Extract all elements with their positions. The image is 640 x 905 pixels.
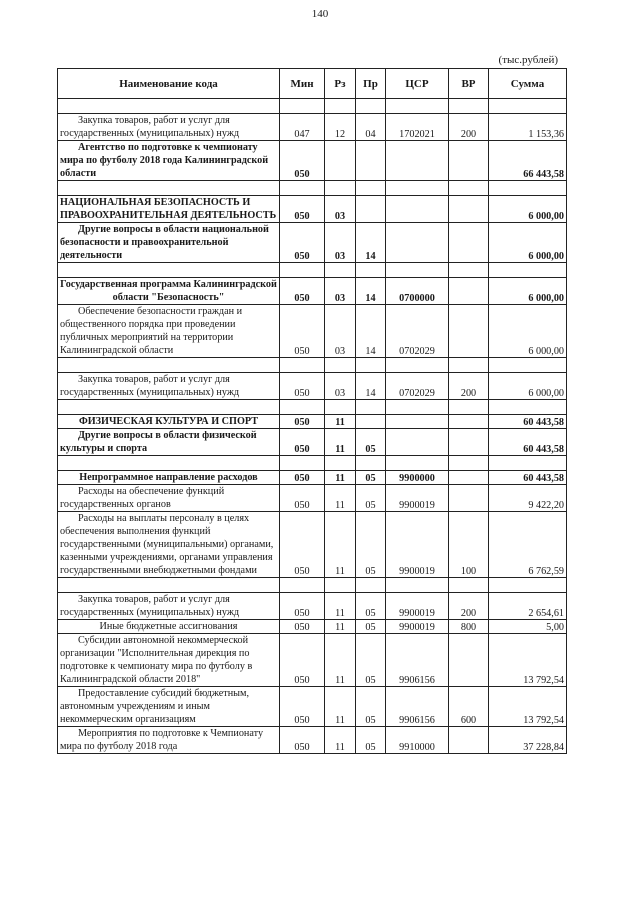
- row-name: Субсидии автономной некоммерческой организации "Исполнительная дирекция по подготовке к чемпионату мира по футболу в Калининградской области 2018": [58, 634, 280, 687]
- row-rz: 03: [325, 305, 356, 358]
- table-row: [58, 278, 567, 305]
- row-min: 050: [280, 373, 325, 400]
- row-pr: 05: [356, 471, 386, 485]
- row-vr: [449, 278, 489, 305]
- header-vr: ВР: [449, 69, 489, 99]
- row-vr: [449, 141, 489, 181]
- row-sum: 6 762,59: [489, 512, 567, 578]
- row-min: 050: [280, 278, 325, 305]
- row-csr: 9900000: [386, 471, 449, 485]
- row-pr: 05: [356, 593, 386, 620]
- row-pr: 05: [356, 512, 386, 578]
- row-pr: [356, 196, 386, 223]
- row-vr: [449, 305, 489, 358]
- row-min: 050: [280, 593, 325, 620]
- spacer-row: [58, 263, 567, 278]
- row-pr: 05: [356, 687, 386, 727]
- row-rz: [325, 141, 356, 181]
- row-pr: 04: [356, 114, 386, 141]
- row-rz: 03: [325, 196, 356, 223]
- row-rz: 03: [325, 223, 356, 263]
- row-min: 050: [280, 429, 325, 456]
- row-min: 050: [280, 415, 325, 429]
- row-csr: 9900019: [386, 620, 449, 634]
- table-row: [58, 485, 567, 512]
- row-sum: 37 228,84: [489, 727, 567, 754]
- spacer-row: [58, 456, 567, 471]
- row-sum: 60 443,58: [489, 415, 567, 429]
- row-sum: 9 422,20: [489, 485, 567, 512]
- row-sum: 6 000,00: [489, 196, 567, 223]
- header-min: Мин: [280, 69, 325, 99]
- row-sum: 66 443,58: [489, 141, 567, 181]
- row-sum: 6 000,00: [489, 373, 567, 400]
- spacer-row: [58, 400, 567, 415]
- row-name: Расходы на выплаты персоналу в целях обеспечения выполнения функций государственными (муниципальными) органами, казенными учреждениями, органами управления государственными внебюджетными фондами: [58, 512, 280, 578]
- table-row: [58, 634, 567, 687]
- table-row: [58, 471, 567, 485]
- table-row: [58, 727, 567, 754]
- spacer-row: [58, 181, 567, 196]
- row-pr: 05: [356, 429, 386, 456]
- row-vr: [449, 727, 489, 754]
- row-sum: 5,00: [489, 620, 567, 634]
- row-csr: [386, 141, 449, 181]
- row-rz: 03: [325, 373, 356, 400]
- row-rz: 11: [325, 415, 356, 429]
- row-min: 050: [280, 727, 325, 754]
- row-csr: [386, 429, 449, 456]
- row-name: Государственная программа Калининградской области "Безопасность": [58, 278, 280, 305]
- row-vr: [449, 471, 489, 485]
- header-csr: ЦСР: [386, 69, 449, 99]
- row-vr: 600: [449, 687, 489, 727]
- row-pr: 14: [356, 373, 386, 400]
- row-min: 050: [280, 223, 325, 263]
- row-vr: 200: [449, 114, 489, 141]
- row-pr: [356, 415, 386, 429]
- row-csr: 9900019: [386, 593, 449, 620]
- row-sum: 2 654,61: [489, 593, 567, 620]
- row-pr: 05: [356, 634, 386, 687]
- row-rz: 11: [325, 620, 356, 634]
- row-name: Мероприятия по подготовке к Чемпионату мира по футболу 2018 года: [58, 727, 280, 754]
- table-row: [58, 415, 567, 429]
- row-rz: 03: [325, 278, 356, 305]
- table-row: [58, 305, 567, 358]
- row-name: Закупка товаров, работ и услуг для государственных (муниципальных) нужд: [58, 373, 280, 400]
- row-csr: 9910000: [386, 727, 449, 754]
- row-name: Закупка товаров, работ и услуг для государственных (муниципальных) нужд: [58, 114, 280, 141]
- row-vr: [449, 634, 489, 687]
- row-min: 047: [280, 114, 325, 141]
- spacer-row: [58, 358, 567, 373]
- spacer-row: [58, 578, 567, 593]
- row-csr: [386, 415, 449, 429]
- row-name: Иные бюджетные ассигнования: [58, 620, 280, 634]
- row-sum: 60 443,58: [489, 471, 567, 485]
- row-min: 050: [280, 687, 325, 727]
- row-vr: 200: [449, 593, 489, 620]
- row-name: ФИЗИЧЕСКАЯ КУЛЬТУРА И СПОРТ: [58, 415, 280, 429]
- row-vr: 100: [449, 512, 489, 578]
- row-name: НАЦИОНАЛЬНАЯ БЕЗОПАСНОСТЬ И ПРАВООХРАНИТЕЛЬНАЯ ДЕЯТЕЛЬНОСТЬ: [58, 196, 280, 223]
- table-row: [58, 141, 567, 181]
- row-pr: 05: [356, 485, 386, 512]
- row-min: 050: [280, 485, 325, 512]
- row-sum: 1 153,36: [489, 114, 567, 141]
- row-sum: 6 000,00: [489, 223, 567, 263]
- row-min: 050: [280, 196, 325, 223]
- row-csr: 0702029: [386, 305, 449, 358]
- row-name: Непрограммное направление расходов: [58, 471, 280, 485]
- row-sum: 6 000,00: [489, 278, 567, 305]
- row-csr: 9906156: [386, 634, 449, 687]
- row-sum: 13 792,54: [489, 687, 567, 727]
- row-sum: 13 792,54: [489, 634, 567, 687]
- table-row: [58, 512, 567, 578]
- header-sum: Сумма: [489, 69, 567, 99]
- row-rz: 11: [325, 634, 356, 687]
- row-csr: 9900019: [386, 512, 449, 578]
- row-pr: 14: [356, 278, 386, 305]
- row-min: 050: [280, 305, 325, 358]
- row-pr: 14: [356, 223, 386, 263]
- row-csr: [386, 196, 449, 223]
- table-row: [58, 373, 567, 400]
- row-rz: 11: [325, 593, 356, 620]
- row-vr: 800: [449, 620, 489, 634]
- row-min: 050: [280, 634, 325, 687]
- header-pr: Пр: [356, 69, 386, 99]
- row-rz: 11: [325, 485, 356, 512]
- budget-table: [57, 68, 567, 754]
- row-pr: 14: [356, 305, 386, 358]
- row-vr: [449, 485, 489, 512]
- row-rz: 11: [325, 687, 356, 727]
- table-row: [58, 593, 567, 620]
- page-number: 140: [311, 8, 329, 20]
- row-rz: 12: [325, 114, 356, 141]
- row-vr: [449, 223, 489, 263]
- row-vr: [449, 429, 489, 456]
- row-sum: 6 000,00: [489, 305, 567, 358]
- row-rz: 11: [325, 471, 356, 485]
- table-row: [58, 429, 567, 456]
- row-csr: 1702021: [386, 114, 449, 141]
- row-csr: 0702029: [386, 373, 449, 400]
- row-sum: 60 443,58: [489, 429, 567, 456]
- row-csr: 9900019: [386, 485, 449, 512]
- row-pr: [356, 141, 386, 181]
- row-pr: 05: [356, 727, 386, 754]
- row-name: Другие вопросы в области физической культуры и спорта: [58, 429, 280, 456]
- table-row: [58, 196, 567, 223]
- row-min: 050: [280, 141, 325, 181]
- row-pr: 05: [356, 620, 386, 634]
- row-name: Другие вопросы в области национальной безопасности и правоохранительной деятельности: [58, 223, 280, 263]
- row-name: Расходы на обеспечение функций государственных органов: [58, 485, 280, 512]
- row-min: 050: [280, 512, 325, 578]
- row-rz: 11: [325, 727, 356, 754]
- row-name: Закупка товаров, работ и услуг для государственных (муниципальных) нужд: [58, 593, 280, 620]
- row-vr: 200: [449, 373, 489, 400]
- row-min: 050: [280, 620, 325, 634]
- header-name: Наименование кода: [58, 69, 280, 99]
- row-csr: 0700000: [386, 278, 449, 305]
- row-csr: 9906156: [386, 687, 449, 727]
- row-vr: [449, 415, 489, 429]
- unit-note: (тыс.рублей): [498, 54, 558, 66]
- table-row: [58, 620, 567, 634]
- table-row: [58, 223, 567, 263]
- row-vr: [449, 196, 489, 223]
- spacer-row: [58, 99, 567, 114]
- row-csr: [386, 223, 449, 263]
- row-rz: 11: [325, 512, 356, 578]
- header-rz: Рз: [325, 69, 356, 99]
- row-name: Агентство по подготовке к чемпионату мира по футболу 2018 года Калининградской области: [58, 141, 280, 181]
- row-name: Предоставление субсидий бюджетным, автономным учреждениям и иным некоммерческим организациям: [58, 687, 280, 727]
- row-min: 050: [280, 471, 325, 485]
- row-name: Обеспечение безопасности граждан и общественного порядка при проведении публичных мероприятий на территории Калининградской области: [58, 305, 280, 358]
- row-rz: 11: [325, 429, 356, 456]
- table-row: [58, 687, 567, 727]
- table-row: [58, 114, 567, 141]
- table-header-row: [58, 69, 567, 99]
